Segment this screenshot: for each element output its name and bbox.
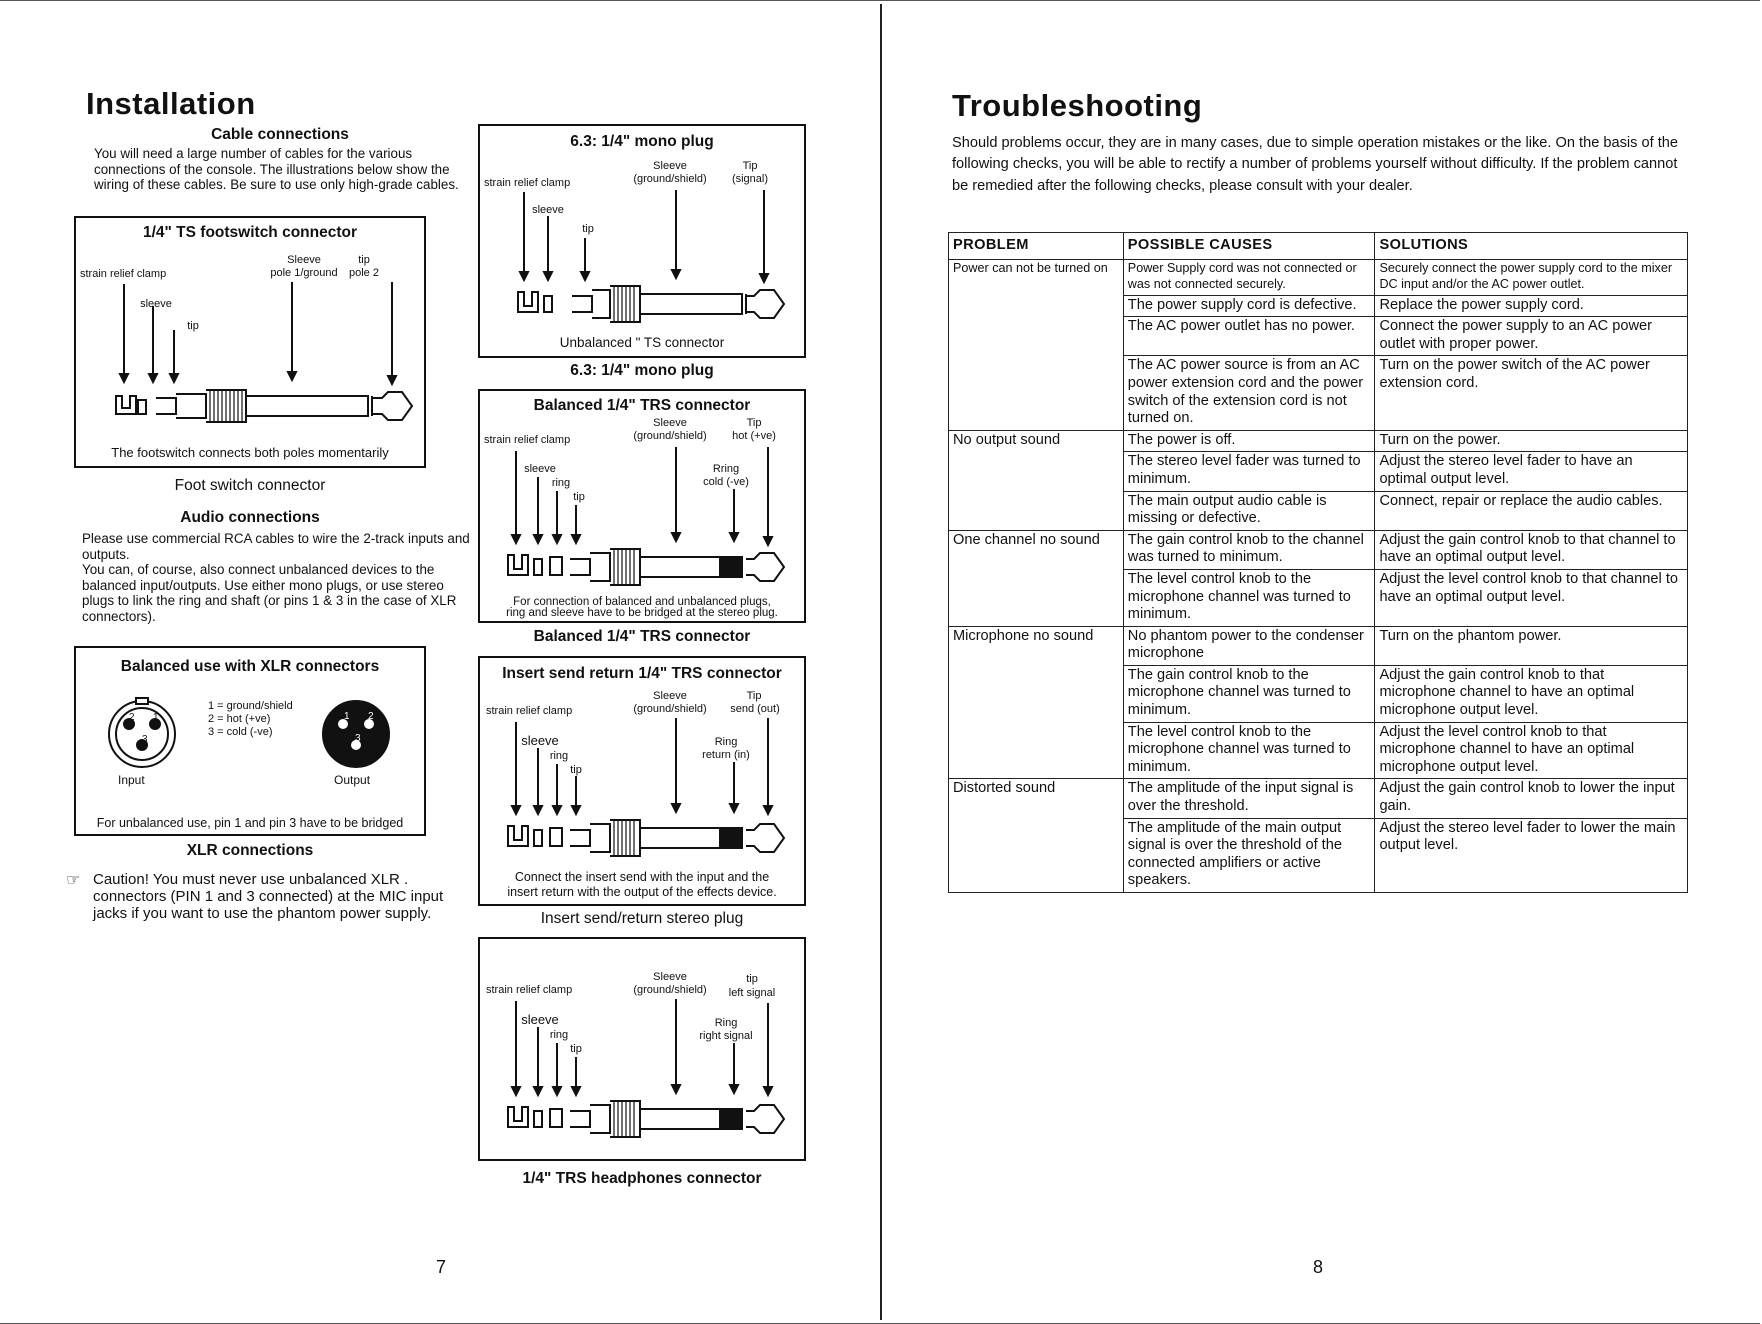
insert-tip-label-bottom: send (out) (730, 703, 780, 715)
trs-tip-label-bottom: hot (+ve) (732, 430, 776, 442)
xlr-pin1-label: 1 = ground/shield (208, 700, 293, 712)
mono-sleeve-label: sleeve (532, 204, 564, 216)
header-problem: PROBLEM (949, 233, 1124, 260)
table-row (949, 569, 1688, 626)
cause-cell: The main output audio cable is missing or defective. (1123, 491, 1375, 530)
table-row (949, 779, 1688, 818)
installation-title: Installation (86, 86, 256, 121)
trs-sleeve-label-bottom: (ground/shield) (633, 430, 707, 442)
solution-cell: Turn on the power switch of the AC power extension cord. (1375, 356, 1688, 430)
cause-cell: The power supply cord is defective. (1123, 295, 1375, 317)
problem-cell (949, 818, 1124, 892)
xlr-connectors-drawing (76, 648, 428, 838)
mono-tip-label-bottom: (signal) (731, 173, 769, 185)
audio-connections-text-1: Please use commercial RCA cables to wire the 2-track inputs and outputs. (82, 531, 470, 562)
insert-tip-label-top: Tip (746, 690, 762, 702)
caution-text: Caution! You must never use unbalanced XLR . connectors (PIN 1 and 3 connected) at the MIC input jacks if you want to use the phantom power supply. (93, 871, 444, 922)
cause-cell: The level control knob to the microphone channel was turned to minimum. (1123, 722, 1375, 779)
cause-cell: The stereo level fader was turned to minimum. (1123, 452, 1375, 491)
mono-caption: 6.3: 1/4" mono plug (570, 362, 714, 379)
page-number-right: 8 (1313, 1257, 1324, 1277)
trs-rring-label-top: Rring (712, 463, 740, 475)
solution-cell: Securely connect the power supply cord to the mixer DC input and/or the AC power outlet. (1375, 260, 1688, 296)
headphones-diagram (478, 937, 806, 1161)
table-row (949, 818, 1688, 892)
page-divider (880, 4, 882, 1320)
headphones-strain-label: strain relief clamp (486, 984, 573, 996)
solution-cell: Adjust the gain control knob to that microphone channel to have an optimal microphone output level. (1375, 665, 1688, 722)
footswitch-sleeve-label-top: Sleeve (287, 254, 321, 266)
mono-plug-diagram (478, 124, 806, 358)
trs-tip-label-top: Tip (746, 417, 762, 429)
headphones-ring-label-top: Ring (714, 1017, 738, 1029)
problem-cell: Microphone no sound (949, 626, 1124, 665)
table-row (949, 317, 1688, 356)
cause-cell: The gain control knob to the microphone channel was turned to minimum. (1123, 665, 1375, 722)
insert-tip-label: tip (570, 764, 582, 776)
insert-ring-label-bottom: return (in) (702, 749, 750, 761)
trs-note-line-2: ring and sleeve have to be bridged at the stereo plug. (506, 607, 778, 619)
headphones-tip-label-top: tip (746, 973, 758, 985)
xlr-diagram (74, 646, 426, 836)
table-row (949, 626, 1688, 665)
table-row (949, 722, 1688, 779)
cause-cell: The power is off. (1123, 430, 1375, 452)
caution-note (66, 871, 466, 922)
problem-cell (949, 665, 1124, 722)
mono-sleeve-label-bottom: (ground/shield) (633, 173, 707, 185)
cause-cell: The gain control knob to the channel was turned to minimum. (1123, 530, 1375, 569)
cause-cell: The AC power outlet has no power. (1123, 317, 1375, 356)
footswitch-tip-label: tip (187, 320, 199, 332)
insert-note-line-1: Connect the insert send with the input and the (514, 870, 770, 884)
troubleshooting-intro: Should problems occur, they are in many cases, due to simple operation mistakes or the like. On the basis of the following checks, you will be able to rectify a number of problems yourself without difficulty. If the problem cannot be remedied after the following checks, please consult with your dealer. (952, 135, 1679, 194)
headphones-ring-label-bottom: right signal (699, 1030, 753, 1042)
trs-tip-label: tip (573, 491, 585, 503)
footswitch-caption: Foot switch connector (174, 477, 326, 494)
headphones-ring-label: ring (549, 1029, 569, 1041)
audio-connections-text-2: You can, of course, also connect unbalanced devices to the balanced input/outputs. Use either mono plugs, or use stereo plugs to link the ring and shaft (or pins 1 & 3 in the case of XLR connectors). (82, 562, 457, 624)
problem-cell (949, 317, 1124, 356)
solution-cell: Turn on the phantom power. (1375, 626, 1688, 665)
xlr-out-pin-3: 3 (355, 733, 361, 744)
trs-note-line-1: For connection of balanced and unbalanced plugs, (513, 596, 771, 608)
table-row (949, 665, 1688, 722)
trs-title: Balanced 1/4" TRS connector (533, 397, 751, 414)
trs-sleeve-label-top: Sleeve (653, 417, 687, 429)
headphones-sleeve-label-top: Sleeve (653, 971, 687, 983)
table-row (949, 356, 1688, 430)
xlr-title: Balanced use with XLR connectors (120, 658, 380, 675)
table-row (949, 430, 1688, 452)
trs-plug-drawing (480, 391, 808, 625)
insert-note-line-2: insert return with the output of the effects device. (507, 885, 777, 899)
insert-sleeve-label-bottom: (ground/shield) (633, 703, 707, 715)
cause-cell: The level control knob to the microphone channel was turned to minimum. (1123, 569, 1375, 626)
headphones-sleeve-label-bottom: (ground/shield) (633, 984, 707, 996)
xlr-in-pin-2: 2 (129, 712, 135, 723)
problem-cell: One channel no sound (949, 530, 1124, 569)
footswitch-strain-label: strain relief clamp (80, 268, 167, 280)
cause-cell: No phantom power to the condenser microphone (1123, 626, 1375, 665)
problem-cell: Distorted sound (949, 779, 1124, 818)
cause-cell: Power Supply cord was not connected or was not connected securely. (1123, 260, 1375, 296)
cause-cell: The amplitude of the main output signal is over the threshold of the connected amplifiers or active speakers. (1123, 818, 1375, 892)
solution-cell: Adjust the gain control knob to lower the input gain. (1375, 779, 1688, 818)
trs-sleeve-label: sleeve (524, 463, 556, 475)
trs-ring-label: ring (551, 477, 571, 489)
footswitch-sleeve-label: sleeve (140, 298, 172, 310)
xlr-caption: XLR connections (186, 842, 314, 859)
problem-cell (949, 452, 1124, 491)
xlr-output-label: Output (334, 773, 371, 787)
insert-ring-label-top: Ring (714, 736, 738, 748)
xlr-in-pin-3: 3 (142, 734, 148, 745)
xlr-pin3-label: 3 = cold (-ve) (208, 726, 273, 738)
mono-strain-label: strain relief clamp (484, 177, 571, 189)
cable-connections-heading: Cable connections (211, 126, 349, 143)
xlr-input-label: Input (118, 773, 145, 787)
problem-cell: No output sound (949, 430, 1124, 452)
troubleshooting-table (948, 232, 1688, 893)
table-row (949, 530, 1688, 569)
footswitch-diagram (74, 216, 426, 468)
problem-cell (949, 491, 1124, 530)
trs-strain-label: strain relief clamp (484, 434, 571, 446)
insert-ring-label: ring (549, 750, 569, 762)
insert-strain-label: strain relief clamp (486, 705, 573, 717)
insert-diagram (478, 656, 806, 906)
mono-note: Unbalanced " TS connector (559, 335, 725, 350)
footswitch-plug-drawing (76, 218, 428, 470)
headphones-tip-label: tip (570, 1043, 582, 1055)
mono-sleeve-label-top: Sleeve (653, 160, 687, 172)
mono-tip-label-top: Tip (742, 160, 758, 172)
solution-cell: Connect the power supply to an AC power outlet with proper power. (1375, 317, 1688, 356)
footswitch-sleeve-label-bottom: pole 1/ground (270, 267, 338, 279)
mono-tip-label: tip (582, 223, 594, 235)
problem-cell (949, 569, 1124, 626)
xlr-out-pin-2: 2 (368, 711, 374, 722)
footswitch-tip-label-bottom: pole 2 (349, 267, 379, 279)
headphones-plug-drawing (480, 939, 808, 1163)
footswitch-title: 1/4" TS footswitch connector (142, 224, 358, 241)
solution-cell: Connect, repair or replace the audio cables. (1375, 491, 1688, 530)
problem-cell (949, 722, 1124, 779)
headphones-sleeve-label: sleeve (521, 1012, 559, 1027)
solution-cell: Adjust the stereo level fader to have an optimal output level. (1375, 452, 1688, 491)
trs-diagram (478, 389, 806, 623)
insert-caption: Insert send/return stereo plug (540, 910, 744, 927)
headphones-tip-label-bottom: left signal (728, 987, 776, 999)
trs-caption: Balanced 1/4" TRS connector (533, 628, 751, 645)
trs-rring-label-bottom: cold (-ve) (703, 476, 749, 488)
problem-cell (949, 295, 1124, 317)
problem-cell (949, 356, 1124, 430)
header-solutions: SOLUTIONS (1375, 233, 1688, 260)
solution-cell: Replace the power supply cord. (1375, 295, 1688, 317)
insert-sleeve-label: sleeve (521, 733, 559, 748)
footswitch-tip-label-top: tip (358, 254, 370, 266)
xlr-in-pin-1: 1 (153, 712, 159, 723)
table-row (949, 260, 1688, 296)
xlr-pin2-label: 2 = hot (+ve) (208, 713, 271, 725)
pointing-hand-icon: ☞ (66, 872, 81, 889)
insert-sleeve-label-top: Sleeve (653, 690, 687, 702)
solution-cell: Adjust the gain control knob to that channel to have an optimal output level. (1375, 530, 1688, 569)
mono-plug-drawing (480, 126, 808, 360)
xlr-out-pin-1: 1 (344, 711, 350, 722)
page-number-left: 7 (436, 1257, 447, 1277)
table-row (949, 491, 1688, 530)
table-header-row (949, 233, 1688, 260)
headphones-caption: 1/4" TRS headphones connector (522, 1170, 762, 1187)
cable-connections-text: You will need a large number of cables for the various connections of the console. The illustrations below show the wiring of these cables. Be sure to use only high-grade cables. (94, 146, 459, 193)
audio-connections-heading: Audio connections (180, 509, 320, 526)
xlr-note: For unbalanced use, pin 1 and pin 3 have to be bridged (96, 816, 404, 830)
table-row (949, 295, 1688, 317)
troubleshooting-title: Troubleshooting (952, 88, 1203, 123)
solution-cell: Adjust the level control knob to that channel to have an optimal output level. (1375, 569, 1688, 626)
table-row (949, 452, 1688, 491)
solution-cell: Turn on the power. (1375, 430, 1688, 452)
footswitch-note: The footswitch connects both poles momentarily (111, 445, 389, 460)
solution-cell: Adjust the level control knob to that microphone channel to have an optimal microphone output level. (1375, 722, 1688, 779)
problem-cell: Power can not be turned on (949, 260, 1124, 296)
cause-cell: The AC power source is from an AC power extension cord and the power switch of the extension cord is not turned on. (1123, 356, 1375, 430)
header-possible-causes: POSSIBLE CAUSES (1123, 233, 1375, 260)
insert-title: Insert send return 1/4" TRS connector (502, 665, 782, 682)
cause-cell: The amplitude of the input signal is over the threshold. (1123, 779, 1375, 818)
mono-title: 6.3: 1/4" mono plug (570, 133, 714, 150)
solution-cell: Adjust the stereo level fader to lower the main output level. (1375, 818, 1688, 892)
